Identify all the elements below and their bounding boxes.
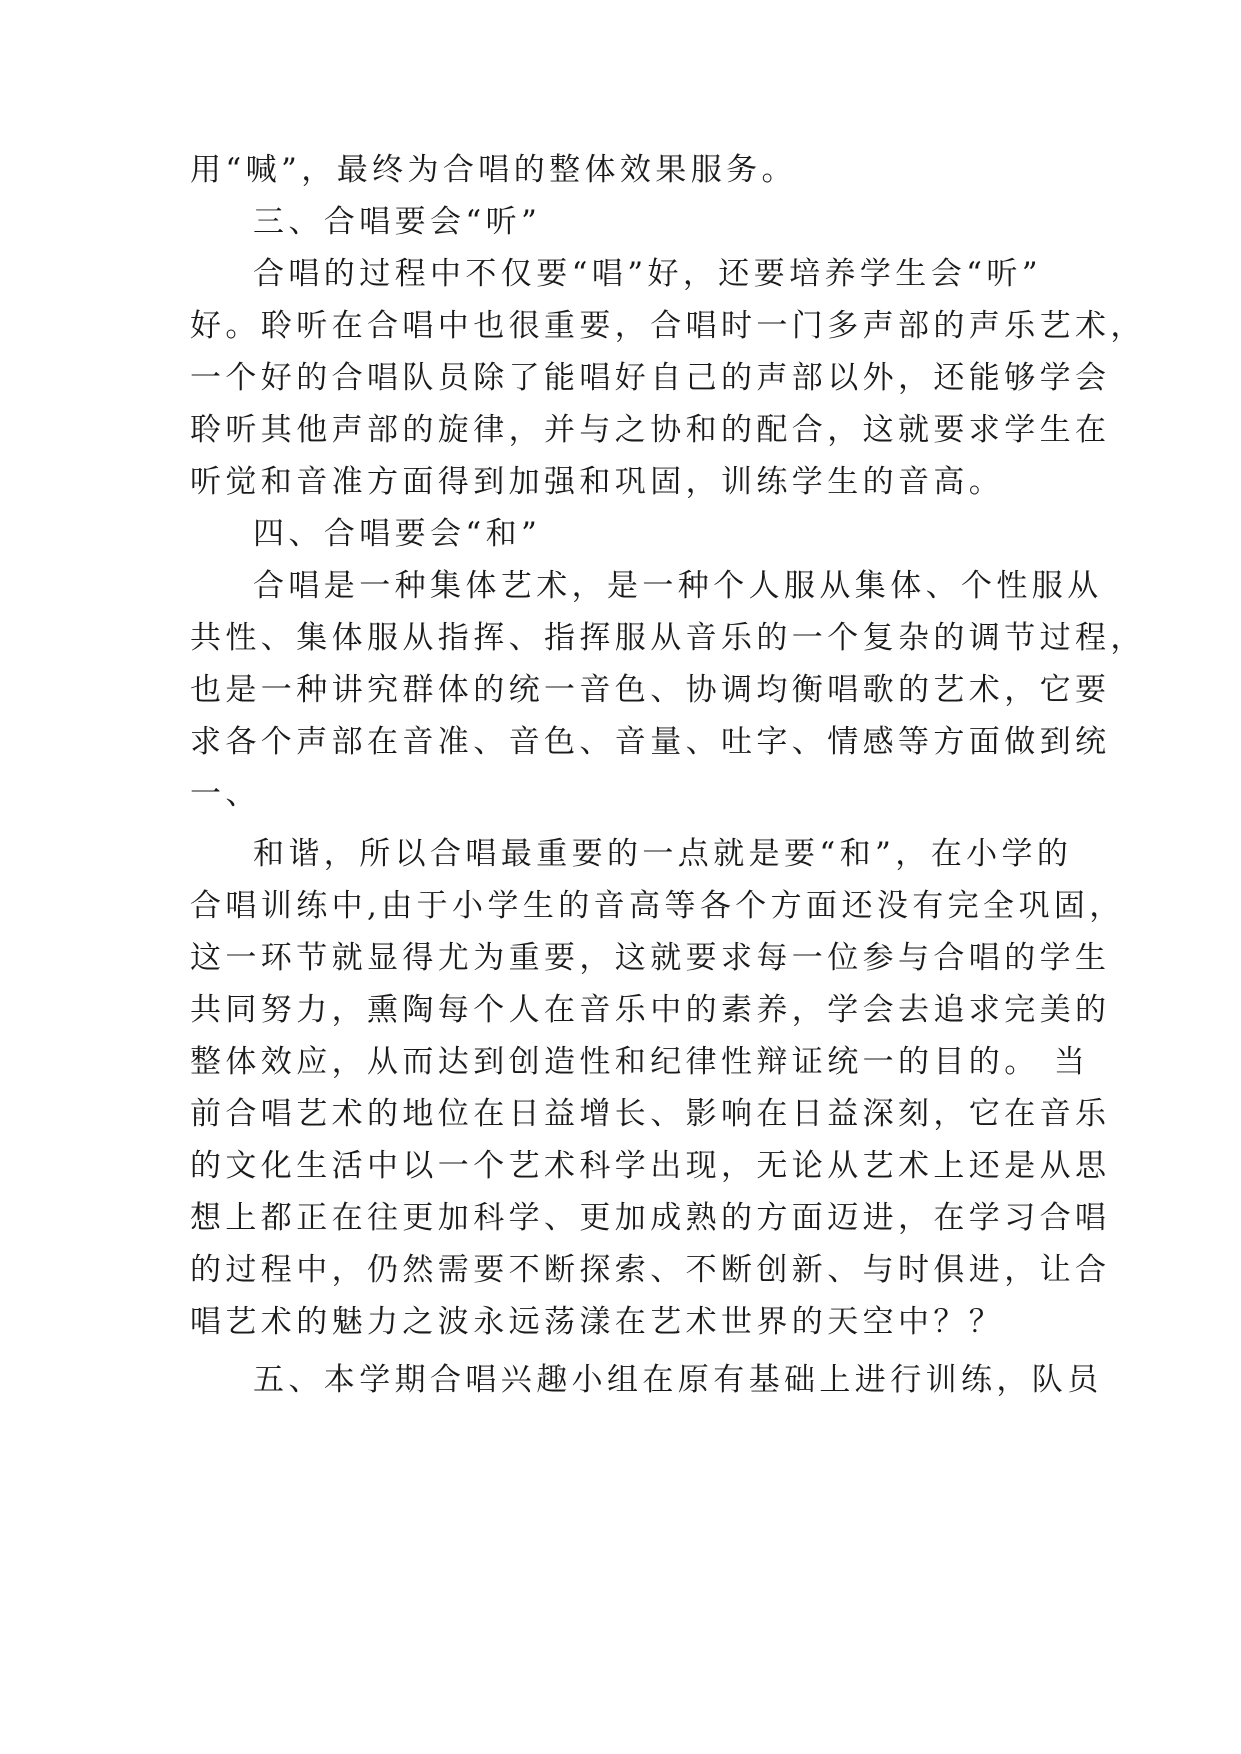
text-line: 前合唱艺术的地位在日益增长、影响在日益深刻，它在音乐 (190, 1096, 1111, 1132)
text-line: 想上都正在往更加科学、更加成熟的方面迈进，在学习合唱 (190, 1200, 1111, 1236)
text-line: 合唱训练中,由于小学生的音高等各个方面还没有完全巩固， (190, 888, 1125, 924)
text-line: 合唱是一种集体艺术，是一种个人服从集体、个性服从 (253, 568, 1103, 604)
text-line: 求各个声部在音准、音色、音量、吐字、情感等方面做到统 (190, 724, 1111, 760)
text-line: 合唱的过程中不仅要“唱”好，还要培养学生会“听” (253, 256, 1042, 292)
text-line: 好。聆听在合唱中也很重要，合唱时一门多声部的声乐艺术， (190, 308, 1146, 344)
text-line: 聆听其他声部的旋律，并与之协和的配合，这就要求学生在 (190, 412, 1111, 448)
text-line: 的文化生活中以一个艺术科学出现，无论从艺术上还是从思 (190, 1148, 1111, 1184)
text-line: 整体效应，从而达到创造性和纪律性辩证统一的目的。 当 (190, 1044, 1090, 1080)
text-line: 共性、集体服从指挥、指挥服从音乐的一个复杂的调节过程， (190, 620, 1146, 656)
text-line: 一、 (190, 776, 261, 812)
text-line: 共同努力，熏陶每个人在音乐中的素养，学会去追求完美的 (190, 992, 1111, 1028)
section-heading: 四、合唱要会“和” (253, 516, 542, 552)
text-line: 一个好的合唱队员除了能唱好自己的声部以外，还能够学会 (190, 360, 1111, 396)
text-line: 唱艺术的魅力之波永远荡漾在艺术世界的天空中？？ (190, 1304, 1005, 1340)
text-line: 的过程中，仍然需要不断探索、不断创新、与时俱进，让合 (190, 1252, 1111, 1288)
text-line: 和谐，所以合唱最重要的一点就是要“和”，在小学的 (253, 836, 1073, 872)
text-line: 这一环节就显得尤为重要，这就要求每一位参与合唱的学生 (190, 940, 1111, 976)
text-line: 听觉和音准方面得到加强和巩固，训练学生的音高。 (190, 464, 1005, 500)
section-heading: 三、合唱要会“听” (253, 204, 542, 240)
text-line: 用“喊”，最终为合唱的整体效果服务。 (190, 152, 797, 188)
text-line: 也是一种讲究群体的统一音色、协调均衡唱歌的艺术，它要 (190, 672, 1111, 708)
section-heading: 五、本学期合唱兴趣小组在原有基础上进行训练，队员 (253, 1362, 1103, 1398)
